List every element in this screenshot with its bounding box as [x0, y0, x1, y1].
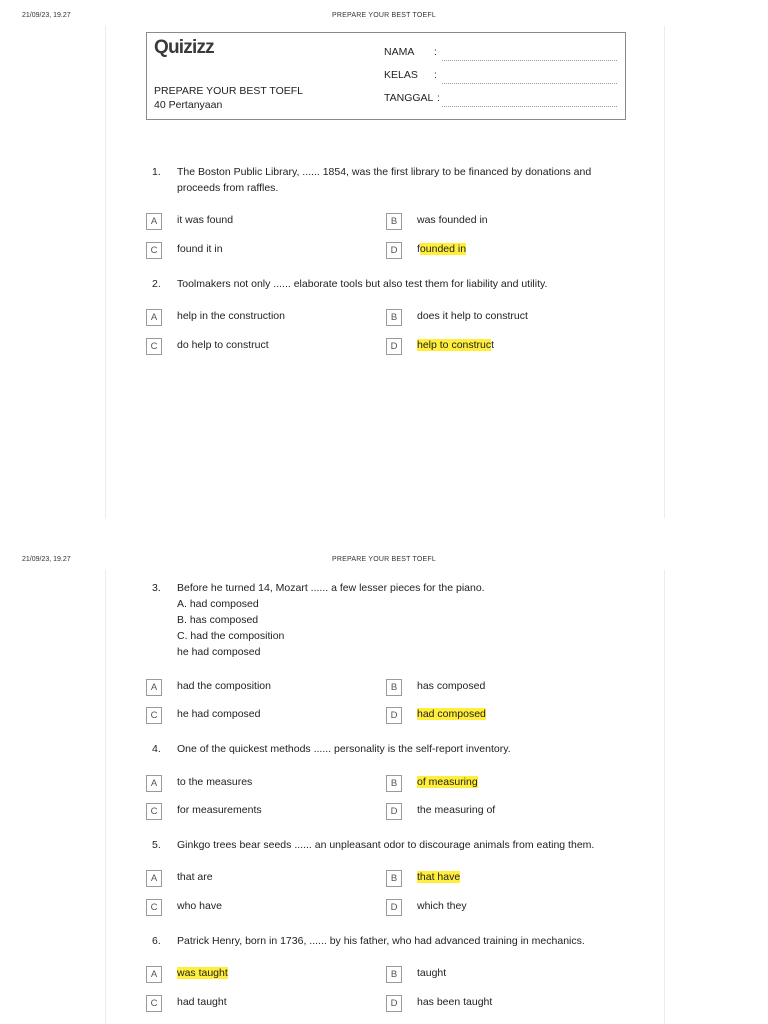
- option-text: for measurements: [177, 804, 262, 816]
- option-text-correct: [417, 339, 494, 351]
- option-letter: D: [386, 803, 402, 820]
- field-colon-tanggal: :: [437, 92, 440, 104]
- question-number: 6.: [152, 935, 161, 947]
- option-1d[interactable]: [386, 242, 606, 259]
- field-line-kelas[interactable]: [442, 83, 617, 84]
- option-2c[interactable]: [146, 338, 366, 355]
- option-text: had taught: [177, 996, 227, 1008]
- option-letter: C: [146, 338, 162, 355]
- option-4d[interactable]: [386, 803, 606, 820]
- option-letter: B: [386, 213, 402, 230]
- option-4b[interactable]: [386, 775, 606, 792]
- option-text: taught: [417, 967, 447, 979]
- answer-highlight: of measuring: [417, 776, 478, 788]
- option-text: was founded in: [417, 214, 488, 226]
- option-3c[interactable]: [146, 707, 366, 724]
- question-text: Ginkgo trees bear seeds ...... an unpleasant odor to discourage animals from eating them.: [177, 839, 595, 851]
- option-text: to the measures: [177, 776, 253, 788]
- option-letter: B: [386, 309, 402, 326]
- quizizz-logo: Quizizz: [154, 37, 214, 58]
- option-3b[interactable]: [386, 679, 606, 696]
- option-text-correct: [417, 871, 460, 883]
- quiz-title: PREPARE YOUR BEST TOEFL: [154, 85, 303, 97]
- option-letter: D: [386, 707, 402, 724]
- option-2d[interactable]: [386, 338, 606, 355]
- option-letter: C: [146, 995, 162, 1012]
- print-title: PREPARE YOUR BEST TOEFL: [332, 12, 436, 19]
- option-text: the measuring of: [417, 804, 496, 816]
- option-text: he had composed: [177, 708, 261, 720]
- option-text: had the composition: [177, 680, 271, 692]
- option-text-correct: [417, 776, 478, 788]
- option-1c[interactable]: [146, 242, 366, 259]
- option-letter: B: [386, 679, 402, 696]
- option-1b[interactable]: [386, 213, 606, 230]
- option-text: found it in: [177, 243, 223, 255]
- quiz-info-box: [146, 32, 626, 120]
- worksheet-sheet: [105, 26, 665, 518]
- question-number: 2.: [152, 278, 161, 290]
- option-text-correct: [177, 967, 228, 979]
- option-6a[interactable]: [146, 966, 366, 983]
- question-text: Before he turned 14, Mozart ...... a few lesser pieces for the piano.: [177, 582, 485, 594]
- option-letter: B: [386, 775, 402, 792]
- option-letter: B: [386, 870, 402, 887]
- option-text: that are: [177, 871, 213, 883]
- option-5d[interactable]: [386, 899, 606, 916]
- answer-highlight: was taught: [177, 967, 228, 979]
- option-2b[interactable]: [386, 309, 606, 326]
- option-letter: A: [146, 966, 162, 983]
- field-label-kelas: KELAS: [384, 69, 418, 81]
- option-letter: A: [146, 870, 162, 887]
- option-letter: A: [146, 213, 162, 230]
- answer-highlight: had composed: [417, 708, 486, 720]
- option-text-correct: [417, 243, 466, 255]
- option-letter: C: [146, 803, 162, 820]
- option-2a[interactable]: [146, 309, 366, 326]
- question-number: 5.: [152, 839, 161, 851]
- option-6b[interactable]: [386, 966, 606, 983]
- option-letter: D: [386, 899, 402, 916]
- option-text-correct: [417, 708, 486, 720]
- answer-highlight: that have: [417, 871, 461, 883]
- option-letter: D: [386, 338, 402, 355]
- question-subline: A. had composed: [177, 598, 259, 610]
- option-text: has been taught: [417, 996, 493, 1008]
- question-text: One of the quickest methods ...... personality is the self-report inventory.: [177, 743, 511, 755]
- option-letter: A: [146, 679, 162, 696]
- option-text: which they: [417, 900, 467, 912]
- print-title: PREPARE YOUR BEST TOEFL: [332, 556, 436, 563]
- option-3d[interactable]: [386, 707, 606, 724]
- option-text: does it help to construct: [417, 310, 528, 322]
- option-text: has composed: [417, 680, 486, 692]
- field-line-nama[interactable]: [442, 60, 617, 61]
- option-letter: A: [146, 775, 162, 792]
- option-4c[interactable]: [146, 803, 366, 820]
- field-label-tanggal: TANGGAL: [384, 92, 434, 104]
- question-subline: he had composed: [177, 646, 261, 658]
- option-text: it was found: [177, 214, 234, 226]
- option-3a[interactable]: [146, 679, 366, 696]
- question-subline: B. has composed: [177, 614, 259, 626]
- option-6d[interactable]: [386, 995, 606, 1012]
- option-letter: D: [386, 242, 402, 259]
- option-text-after: t: [491, 339, 495, 351]
- print-date: 21/09/23, 19.27: [22, 556, 71, 563]
- field-line-tanggal[interactable]: [442, 106, 617, 107]
- question-count: 40 Pertanyaan: [154, 99, 223, 111]
- question-subline: C. had the composition: [177, 630, 285, 642]
- answer-highlight: help to construc: [417, 339, 492, 351]
- question-number: 4.: [152, 743, 161, 755]
- option-text: help in the construction: [177, 310, 285, 322]
- option-1a[interactable]: [146, 213, 366, 230]
- option-text-plain: f: [417, 243, 420, 255]
- option-6c[interactable]: [146, 995, 366, 1012]
- option-letter: D: [386, 995, 402, 1012]
- option-5a[interactable]: [146, 870, 366, 887]
- option-letter: A: [146, 309, 162, 326]
- answer-highlight: ounded in: [419, 243, 467, 255]
- option-4a[interactable]: [146, 775, 366, 792]
- question-number: 1.: [152, 166, 161, 178]
- field-label-nama: NAMA: [384, 46, 415, 58]
- worksheet-sheet: [105, 570, 665, 1024]
- option-letter: C: [146, 242, 162, 259]
- option-letter: C: [146, 899, 162, 916]
- question-number: 3.: [152, 582, 161, 594]
- print-date: 21/09/23, 19.27: [22, 12, 71, 19]
- question-text: The Boston Public Library, ...... 1854, was the first library to be financed by donations and proceeds from raffles.: [177, 166, 592, 194]
- page-2: [0, 548, 768, 1024]
- option-text: do help to construct: [177, 339, 269, 351]
- option-text: who have: [177, 900, 222, 912]
- option-letter: B: [386, 966, 402, 983]
- field-colon-nama: :: [434, 46, 437, 58]
- option-5c[interactable]: [146, 899, 366, 916]
- field-colon-kelas: :: [434, 69, 437, 81]
- option-5b[interactable]: [386, 870, 606, 887]
- question-text: Patrick Henry, born in 1736, ...... by his father, who had advanced training in mechanics.: [177, 935, 585, 947]
- option-letter: C: [146, 707, 162, 724]
- question-text: Toolmakers not only ...... elaborate tools but also test them for liability and utility.: [177, 278, 548, 290]
